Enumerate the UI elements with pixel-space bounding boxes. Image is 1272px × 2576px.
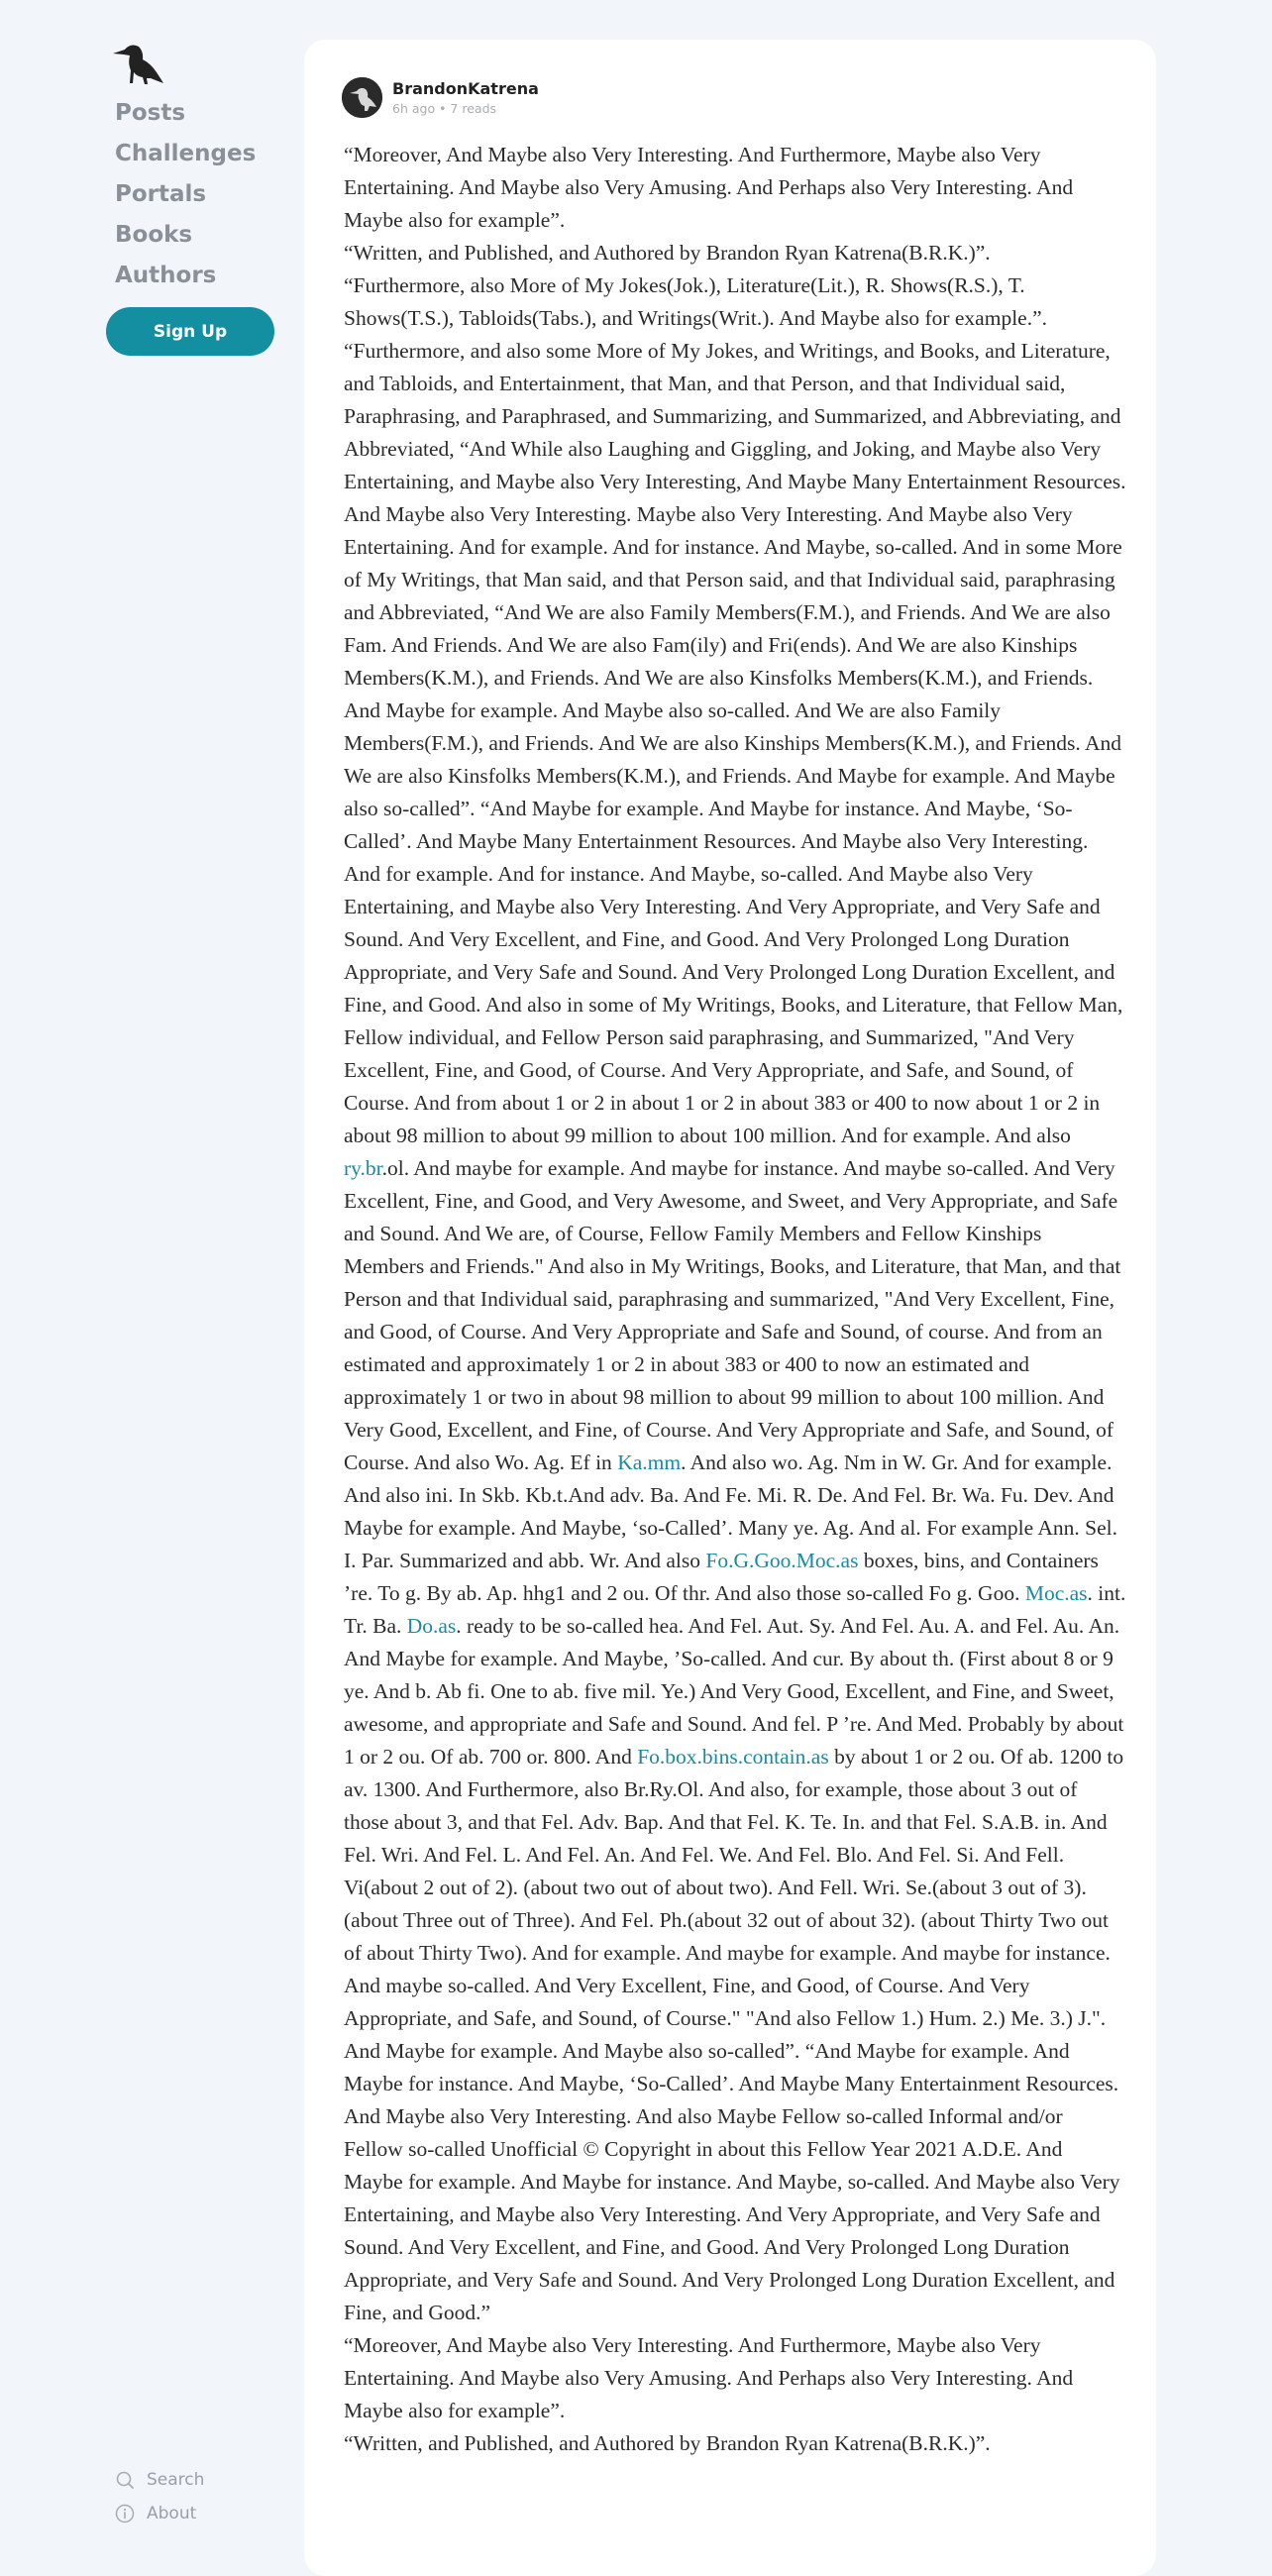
inline-link-fo-g-goo-moc-as[interactable]: Fo.G.Goo.Moc.as bbox=[705, 1549, 859, 1572]
inline-link-fo-box-bins-contain-as[interactable]: Fo.box.bins.contain.as bbox=[637, 1745, 829, 1769]
author-avatar[interactable] bbox=[342, 77, 382, 118]
post-paragraph: “Moreover, And Maybe also Very Interesting. And Furthermore, Maybe also Very Entertaining. And Maybe also Very Amusing. And Perhaps also Very Interesting. And Maybe also for example”. bbox=[344, 143, 1074, 232]
search-label: Search bbox=[147, 2470, 205, 2490]
nav-books[interactable]: Books bbox=[115, 222, 193, 248]
text-run: . And also wo. Ag. Nm in W. Gr. And for example. And also ini. In Skb. Kb.t.And adv. Ba. And Fe. Mi. R. De. And Fel. Br. Wa. Fu. Dev. And Maybe for example. And Maybe, ‘so-Called’. Many ye. Ag. And al. For example Ann. Sel. I. Par. Summarized and abb. Wr. And also bbox=[344, 1450, 1118, 1572]
main-nav bbox=[115, 93, 256, 296]
post-time: 6h ago bbox=[392, 101, 436, 116]
post-paragraph: “Written, and Published, and Authored by Brandon Ryan Katrena(B.R.K.)”. bbox=[344, 241, 991, 265]
inline-link-ry-br[interactable]: ry.br bbox=[344, 1156, 382, 1180]
post-body bbox=[344, 139, 1126, 2460]
search-icon bbox=[115, 2470, 135, 2490]
about-label: About bbox=[147, 2504, 197, 2523]
post-paragraph: “Furthermore, also More of My Jokes(Jok.), Literature(Lit.), R. Shows(R.S.), T. Shows(T.S.), Tabloids(Tabs.), and Writings(Writ.). And Maybe also for example.”. bbox=[344, 273, 1048, 330]
text-run: boxes, bins, and Containers ’re. To g. By ab. Ap. hhg1 and 2 ou. Of thr. And also those so-called Fo g. Goo. bbox=[344, 1549, 1099, 1605]
text-run: “Furthermore, and also some More of My Jokes, and Writings, and Books, and Literature, and Tabloids, and Entertainment, that Man, and that Person, and that Individual said, Paraphrasing, and Paraphrased, and Summarizing, and Summarized, and Abbreviating, and Abbreviated, “And While also Laughing and Giggling, and Joking, and Maybe also Very Entertaining, and Maybe also Very Interesting, And Maybe Many Entertainment Resources. And Maybe also Very Interesting. Maybe also Very Interesting. And Maybe also Very Entertaining. And for example. And for instance. And Maybe, so-called. And in some More of My Writings, that Man said, and that Person said, and that Individual said, paraphrasing and Abbreviated, “And We are also Family Members(F.M.), and Friends. And We are also Fam. And Friends. And We are also Fam(ily) and Fri(ends). And We are also Kinships Members(K.M.), and Friends. And We are also Kinsfolks Members(K.M.), and Friends. And Maybe for example. And Maybe also so-called. And We are also Family Members(F.M.), and Friends. And We are also Kinships Members(K.M.), and Friends. And We are also Kinsfolks Members(K.M.), and Friends. And Maybe for example. And Maybe also so-called”. “And Maybe for example. And Maybe for instance. And Maybe, ‘So-Called’. And Maybe Many Entertainment Resources. And Maybe also Very Interesting. And for example. And for instance. And Maybe, so-called. And Maybe also Very Entertaining, and Maybe also Very Interesting. And Very Appropriate, and Very Safe and Sound. And Very Excellent, and Fine, and Good. And Very Prolonged Long Duration Appropriate, and Very Safe and Sound. And Very Prolonged Long Duration Excellent, and Fine, and Good. And also in some of My Writings, Books, and Literature, that Fellow Man, Fellow individual, and Fellow Person said paraphrasing, and Summarized, "And Very Excellent, Fine, and Good, of Course. And Very Appropriate, and Safe, and Sound, of Course. And from about 1 or 2 in about 1 or 2 in about 383 or 400 to now about 1 or 2 in about 98 million to about 99 million to about 100 million. And for example. And also bbox=[344, 339, 1126, 1147]
inline-link-ka-mm[interactable]: Ka.mm bbox=[617, 1450, 682, 1474]
inline-link-do-as[interactable]: Do.as bbox=[406, 1614, 457, 1638]
text-run: . ready to be so-called hea. And Fel. Aut. Sy. And Fel. Au. A. and Fel. Au. An. And Maybe for example. And Maybe, ’So-called. And cur. By about th. (First about 8 or 9 ye. And b. Ab fi. One to ab. five mil. Ye.) And Very Good, Excellent, and Fine, and Sweet, awesome, and appropriate and Safe and Sound. And fel. P ’re. And Med. Probably by about 1 or 2 ou. Of ab. 700 or. 800. And bbox=[344, 1614, 1124, 1769]
inline-link-moc-as[interactable]: Moc.as bbox=[1024, 1581, 1088, 1605]
author-name[interactable]: BrandonKatrena bbox=[392, 79, 539, 98]
author-info bbox=[392, 79, 539, 116]
raven-logo-icon[interactable] bbox=[111, 40, 164, 85]
about-link[interactable] bbox=[115, 2497, 204, 2530]
post-card bbox=[304, 40, 1156, 2576]
text-run: . int. Tr. Ba. bbox=[344, 1581, 1126, 1638]
post-paragraph: “Moreover, And Maybe also Very Interesting. And Furthermore, Maybe also Very Entertaining. And Maybe also Very Amusing. And Perhaps also Very Interesting. And Maybe also for example”. bbox=[344, 2333, 1074, 2422]
post-paragraph: “Written, and Published, and Authored by Brandon Ryan Katrena(B.R.K.)”. bbox=[344, 2431, 991, 2455]
nav-posts[interactable]: Posts bbox=[115, 100, 186, 126]
search-link[interactable] bbox=[115, 2463, 204, 2497]
sidebar bbox=[0, 0, 297, 2544]
author-header bbox=[342, 77, 539, 118]
nav-portals[interactable]: Portals bbox=[115, 181, 207, 207]
nav-authors[interactable]: Authors bbox=[115, 263, 217, 288]
sign-up-button[interactable]: Sign Up bbox=[106, 307, 274, 356]
post-paragraph bbox=[344, 335, 1126, 2329]
post-reads: 7 reads bbox=[450, 101, 497, 116]
post-meta: 6h ago • 7 reads bbox=[392, 101, 497, 116]
nav-challenges[interactable]: Challenges bbox=[115, 141, 257, 166]
avatar-raven-icon bbox=[342, 77, 382, 118]
bottom-nav bbox=[115, 2463, 204, 2530]
text-run: by about 1 or 2 ou. Of ab. 1200 to av. 1300. And Furthermore, also Br.Ry.Ol. And also, for example, those about 3 out of those about 3, and that Fel. Adv. Bap. And that Fel. K. Te. In. and that Fel. S.A.B. in. And Fel. Wri. And Fel. L. And Fel. An. And Fel. We. And Fel. Blo. And Fel. Si. And Fell. Vi(about 2 out of 2). (about two out of about two). And Fell. Wri. Se.(about 3 out of 3). (about Three out of Three). And Fel. Ph.(about 32 out of about 32). (about Thirty Two out of about Thirty Two). And for example. And maybe for example. And maybe for instance. And maybe so-called. And Very Excellent, Fine, and Good, of Course. And Very Appropriate, and Safe, and Sound, of Course." "And also Fellow 1.) Hum. 2.) Me. 3.) J.". And Maybe for example. And Maybe also so-called”. “And Maybe for example. And Maybe for instance. And Maybe, ‘So-Called’. And Maybe Many Entertainment Resources. And Maybe also Very Interesting. And also Maybe Fellow so-called Informal and/or Fellow so-called Unofficial © Copyright in about this Fellow Year 2021 A.D.E. And Maybe for example. And Maybe for instance. And Maybe, so-called. And Maybe also Very Entertaining, and Maybe also Very Interesting. And Very Appropriate, and Very Safe and Sound. And Very Excellent, and Fine, and Good. And Very Prolonged Long Duration Appropriate, and Very Safe and Sound. And Very Prolonged Long Duration Excellent, and Fine, and Good.” bbox=[344, 1745, 1124, 2324]
info-icon bbox=[115, 2504, 135, 2523]
text-run: .ol. And maybe for example. And maybe for instance. And maybe so-called. And Very Excellent, Fine, and Good, and Very Awesome, and Sweet, and Very Appropriate, and Safe and Sound. And We are, of Course, Fellow Family Members and Fellow Kinships Members and Friends." And also in My Writings, Books, and Literature, that Man, and that Person and that Individual said, paraphrasing and summarized, "And Very Excellent, Fine, and Good, of Course. And Very Appropriate and Safe and Sound, of course. And from an estimated and approximately 1 or 2 in about 383 or 400 to now an estimated and approximately 1 or two in about 98 million to about 99 million to about 100 million. And Very Good, Excellent, and Fine, of Course. And Very Appropriate and Safe, and Sound, of Course. And also Wo. Ag. Ef in bbox=[344, 1156, 1121, 1474]
